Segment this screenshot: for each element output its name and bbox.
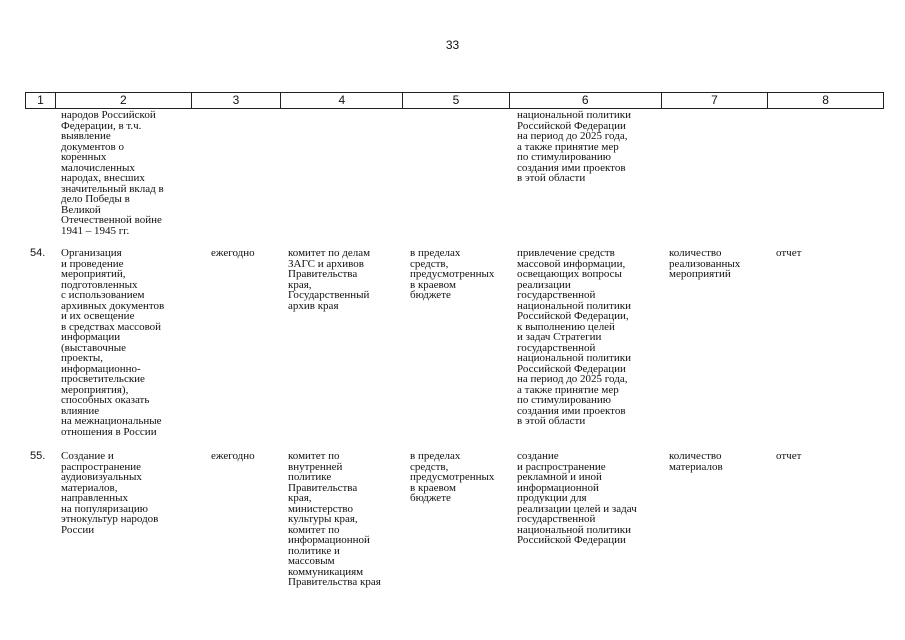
row-54-description: Организация и проведение мероприятий, подготовленных с использованием архивных документов и их освещение в средствах массовой информации (выставочные проекты, информационно- просветительские мероприятия), способных оказать влияние на межнациональные отношения в России bbox=[61, 247, 165, 438]
header-col-8: 8 bbox=[822, 93, 829, 107]
row-55-result: создание и распространение рекламной и иной информационной продукции для реализации целей и задач государственной национальной политики Российской Федерации bbox=[517, 450, 637, 546]
row-55-executor: комитет по внутренней политике Правительства края, министерство культуры края, комитет по информационной политике и массовым коммуникациям Правительства края bbox=[288, 450, 381, 588]
row-54-report: отчет bbox=[776, 247, 802, 259]
header-col-3: 3 bbox=[192, 93, 282, 108]
continued-result: национальной политики Российской Федерации на период до 2025 года, а также принятие мер по стимулированию создания ими проектов в этой области bbox=[517, 109, 631, 184]
row-54-result: привлечение средств массовой информации, освещающих вопросы реализации государственной национальной политики Российской Федерации, к выполнению целей и задач Стратегии государственной национальной политики Российской Федерации на период до 2025 года, а также принятие мер по стимулированию создания ими проектов в этой области bbox=[517, 247, 631, 427]
row-55-funding: в пределах средств, предусмотренных в краевом бюджете bbox=[410, 450, 495, 504]
continued-description: народов Российской Федерации, в т.ч. выявление документов о коренных малочисленных народах, внесших значительный вклад в дело Победы в Великой Отечественной войне 1941 – 1945 гг. bbox=[61, 109, 164, 237]
row-55-report: отчет bbox=[776, 450, 802, 462]
row-55-description: Создание и распространение аудиовизуальных материалов, направленных на популяризацию этнокультур народов России bbox=[61, 450, 159, 536]
row-number-54: 54. bbox=[30, 247, 46, 259]
header-col-5: 5 bbox=[403, 93, 510, 108]
row-54-period: ежегодно bbox=[211, 247, 255, 259]
row-54-funding: в пределах средств, предусмотренных в краевом бюджете bbox=[410, 247, 495, 301]
row-55-period: ежегодно bbox=[211, 450, 255, 462]
row-number-55: 55. bbox=[30, 450, 46, 462]
header-col-2: 2 bbox=[56, 93, 192, 108]
page-number: 33 bbox=[445, 38, 460, 52]
row-55-indicator: количество материалов bbox=[669, 450, 723, 473]
row-54-executor: комитет по делам ЗАГС и архивов Правительства края, Государственный архив края bbox=[288, 247, 371, 312]
header-col-1: 1 bbox=[26, 93, 56, 108]
row-54-indicator: количество реализованных мероприятий bbox=[669, 247, 741, 280]
header-col-7: 7 bbox=[662, 93, 769, 108]
header-col-6: 6 bbox=[510, 93, 662, 108]
header-col-4: 4 bbox=[281, 93, 403, 108]
table-header-row bbox=[25, 92, 884, 109]
